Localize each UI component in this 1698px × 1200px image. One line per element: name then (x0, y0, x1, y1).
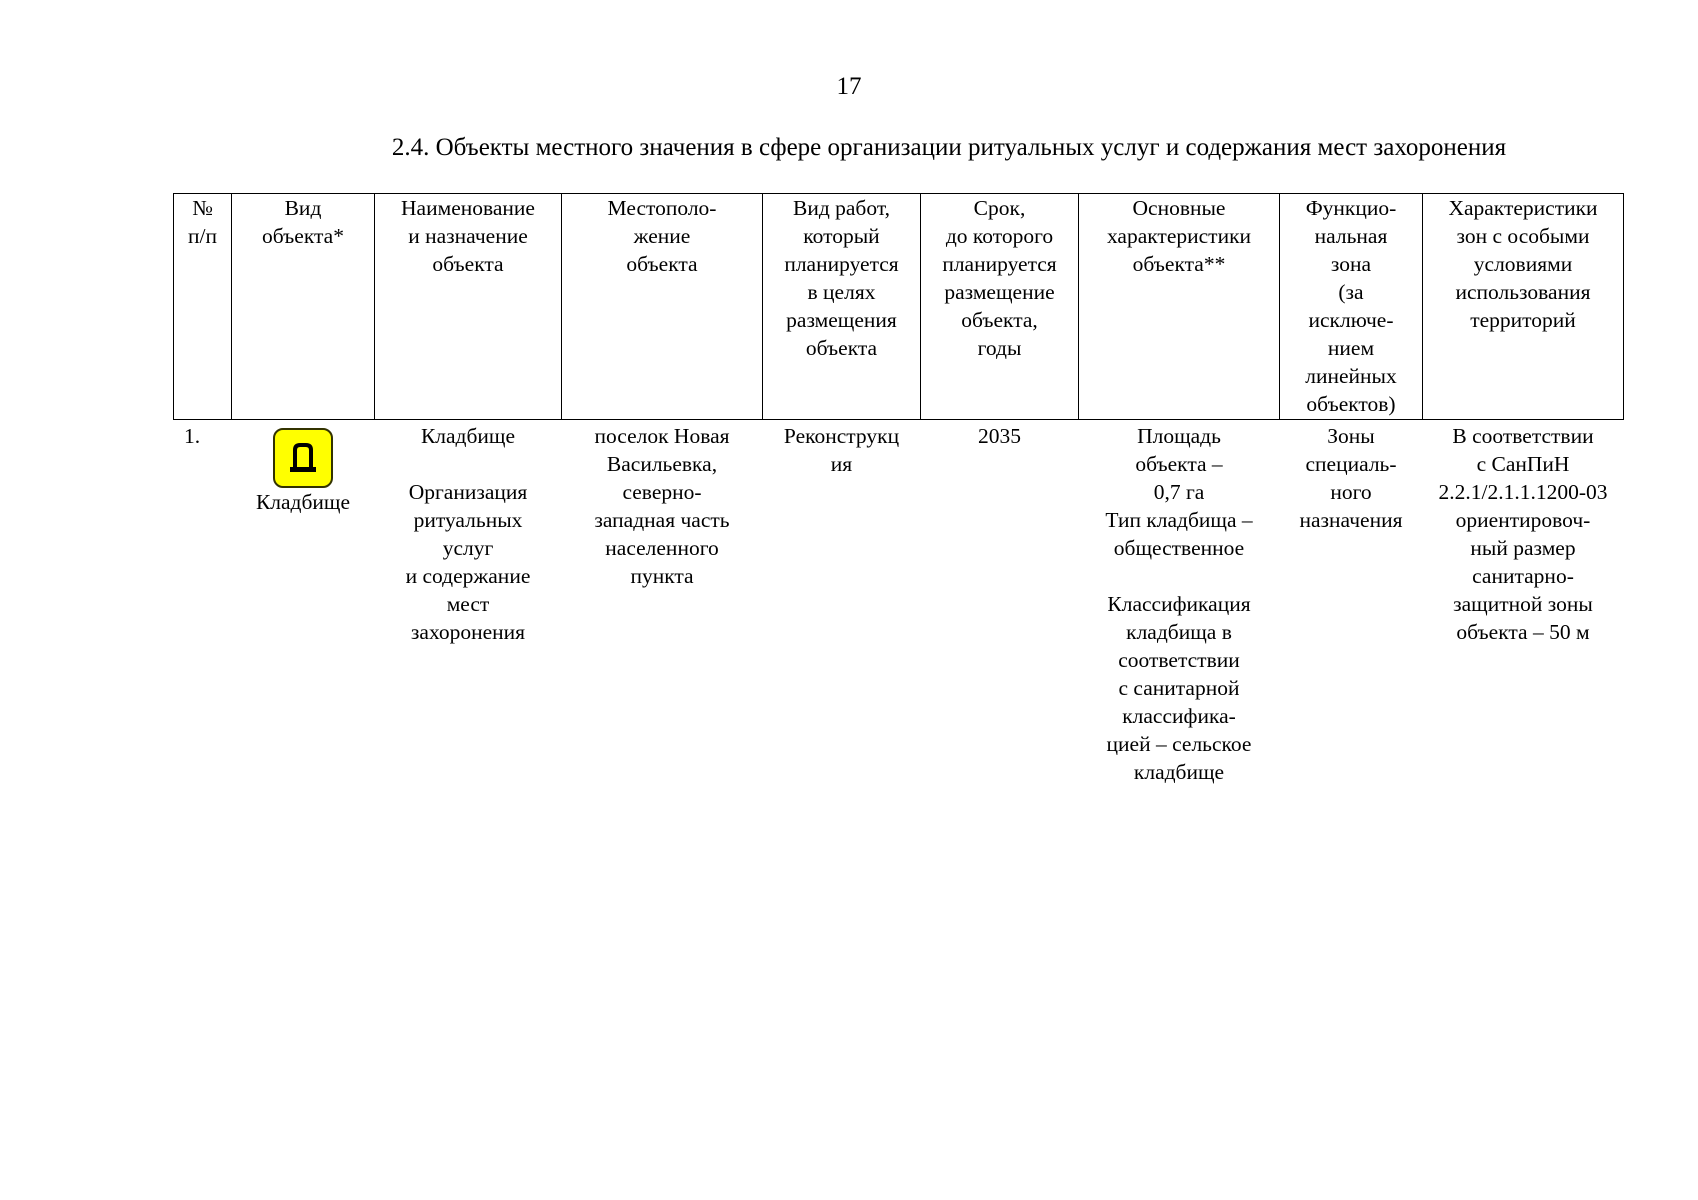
header-object-type (232, 194, 375, 420)
text-line: с санитарной (1118, 676, 1240, 700)
cell-name-purpose (375, 420, 562, 787)
text-line: Вид работ, (792, 196, 890, 220)
text-line: объекта (805, 336, 878, 360)
text-line: зона (1330, 252, 1372, 276)
text-line: общественное (1113, 536, 1245, 560)
text-line: объекта (432, 252, 504, 276)
text-line: который (803, 224, 880, 248)
text-line: Наименование (401, 196, 535, 220)
text-line: с СанПиН (1476, 452, 1570, 476)
text-line: северно- (622, 480, 702, 504)
text-line: нальная (1314, 224, 1388, 248)
text-line: Тип кладбища – (1105, 508, 1253, 532)
text-line: кладбища в (1126, 620, 1232, 644)
header-functional-zone (1280, 194, 1423, 420)
text-line: западная часть (594, 508, 730, 532)
text-line: и назначение (408, 224, 528, 248)
page-number: 17 (836, 73, 862, 100)
text-line: размещения (786, 308, 897, 332)
text-line: п/п (188, 224, 217, 248)
text-line: объекта, (961, 308, 1038, 332)
header-name-purpose (375, 194, 562, 420)
cell-functional-zone (1280, 420, 1423, 787)
text-line: назначения (1299, 508, 1403, 532)
cell-object-type (232, 420, 375, 787)
header-deadline (921, 194, 1079, 420)
text-line: Васильевка, (606, 452, 718, 476)
text-line: объекта (626, 252, 698, 276)
text-line: территорий (1470, 308, 1576, 332)
text-line: Основные (1132, 196, 1226, 220)
text-line: жение (633, 224, 691, 248)
text-line: цией – сельское (1106, 732, 1252, 756)
text-line: линейных (1305, 364, 1397, 388)
text-line: Зоны (1327, 424, 1375, 448)
header-characteristics (1079, 194, 1280, 420)
text-line: Функцио- (1305, 196, 1397, 220)
text-line: Местополо- (607, 196, 717, 220)
header-num (174, 194, 232, 420)
text-line: Реконструкц (783, 424, 900, 448)
text-line: Организация (408, 480, 528, 504)
text-line: исключе- (1308, 308, 1394, 332)
cell-num: 1. (184, 424, 201, 448)
text-line: планируется (784, 252, 899, 276)
text-line: объекта – (1135, 452, 1223, 476)
text-line: размещение (944, 280, 1055, 304)
text-line: специаль- (1305, 452, 1397, 476)
text-line: населенного (605, 536, 719, 560)
header-work-type (763, 194, 921, 420)
cell-zone-conditions (1423, 420, 1624, 787)
text-line: ориентировоч- (1455, 508, 1591, 532)
text-line: 2.2.1/2.1.1.1200-03 (1438, 480, 1608, 504)
text-line: Площадь (1137, 424, 1221, 448)
text-line: захоронения (410, 620, 526, 644)
text-line: нием (1327, 336, 1375, 360)
text-line: условиями (1473, 252, 1573, 276)
text-line: в целях (807, 280, 876, 304)
table-row (174, 420, 1624, 787)
cell-deadline: 2035 (978, 424, 1021, 448)
table-header-row (174, 194, 1624, 420)
text-line: защитной зоны (1453, 592, 1593, 616)
text-line: объекта* (262, 224, 344, 248)
text-line: услуг (442, 536, 494, 560)
object-type-label: Кладбище (255, 490, 351, 514)
text-line: Кладбище (420, 424, 516, 448)
text-line: В соответствии (1452, 424, 1594, 448)
header-location (562, 194, 763, 420)
text-line (1082, 562, 1276, 590)
text-line: объекта – 50 м (1456, 620, 1590, 644)
section-title: 2.4. Объекты местного значения в сфере организации ритуальных услуг и содержания мест захоронения (391, 134, 1507, 161)
text-line: 0,7 га (1153, 480, 1205, 504)
header-zone-conditions (1423, 194, 1624, 420)
text-line: пункта (630, 564, 694, 588)
objects-table (173, 193, 1624, 786)
text-line: Срок, (973, 196, 1026, 220)
text-line: поселок Новая (594, 424, 730, 448)
text-line: ного (1330, 480, 1372, 504)
text-line: кладбище (1133, 760, 1225, 784)
text-line: планируется (942, 252, 1057, 276)
cell-work-type (763, 420, 921, 787)
cemetery-icon (273, 428, 333, 488)
text-line: ный размер (1470, 536, 1576, 560)
text-line: мест (446, 592, 490, 616)
text-line: годы (977, 336, 1022, 360)
text-line: ия (830, 452, 853, 476)
cell-location (562, 420, 763, 787)
text-line: санитарно- (1472, 564, 1574, 588)
text-line: соответствии (1118, 648, 1240, 672)
text-line: № (192, 196, 213, 220)
text-line (378, 450, 558, 478)
text-line: объектов) (1306, 392, 1396, 416)
text-line: зон с особыми (1456, 224, 1590, 248)
text-line: использования (1455, 280, 1591, 304)
text-line: до которого (945, 224, 1054, 248)
text-line: Классификация (1107, 592, 1251, 616)
text-line: Характеристики (1448, 196, 1598, 220)
text-line: (за (1338, 280, 1364, 304)
text-line: ритуальных (413, 508, 523, 532)
text-line: классифика- (1122, 704, 1236, 728)
text-line: и содержание (405, 564, 531, 588)
text-line: объекта** (1132, 252, 1226, 276)
cell-characteristics (1079, 420, 1280, 787)
text-line: Вид (284, 196, 322, 220)
text-line: характеристики (1106, 224, 1252, 248)
